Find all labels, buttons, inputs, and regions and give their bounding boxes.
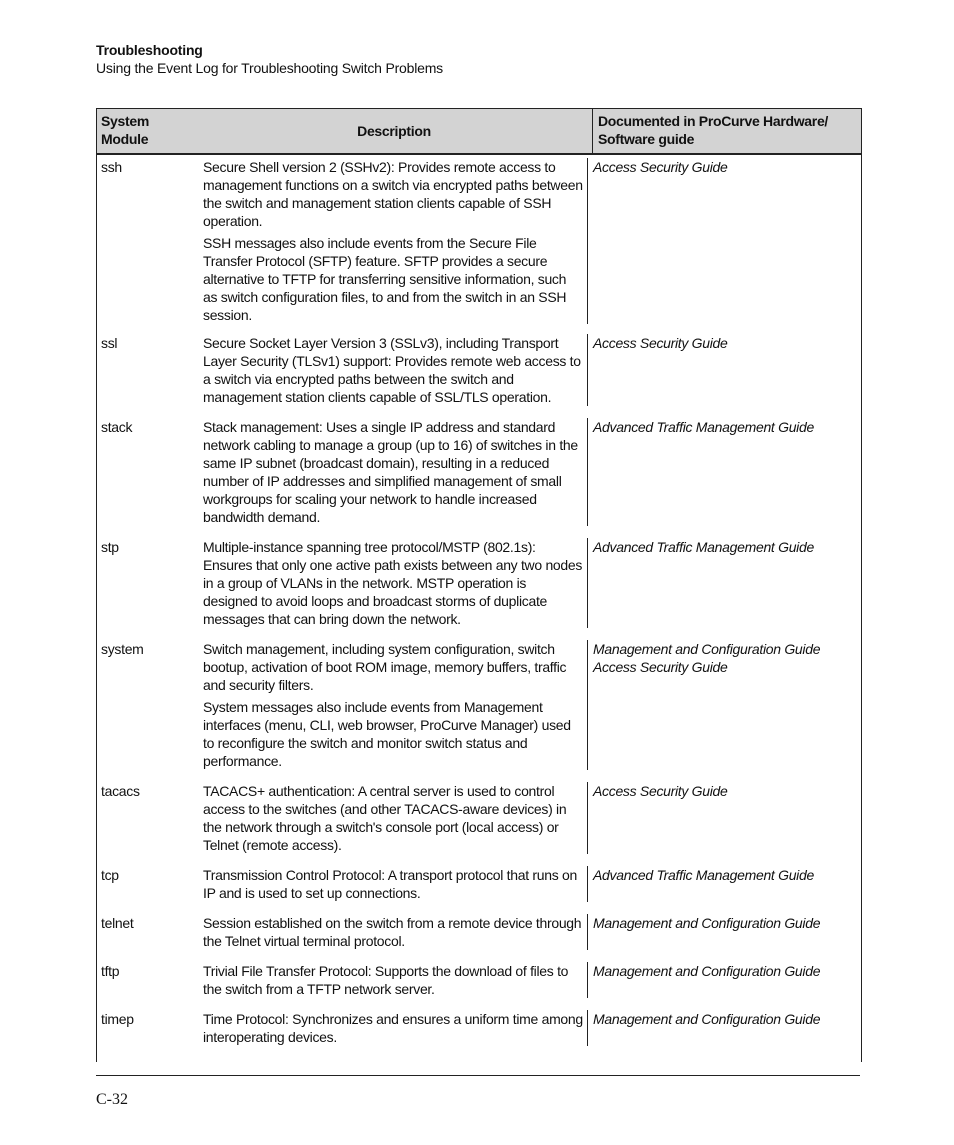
guide-title: Advanced Traffic Management Guide <box>593 539 814 555</box>
guide-reference <box>588 914 861 950</box>
guide-reference <box>588 418 861 526</box>
table-row <box>97 911 861 959</box>
module-description <box>199 334 588 406</box>
module-name: tcp <box>101 867 119 883</box>
table-header <box>97 109 861 155</box>
table-row <box>97 1007 861 1062</box>
guide-title: Management and Configuration Guide <box>593 963 821 979</box>
guide-title: Advanced Traffic Management Guide <box>593 419 814 435</box>
description-paragraph: Switch management, including system configuration, switch bootup, activation of boot ROM image, memory buffers, traffic and security filters. <box>203 641 567 693</box>
table-row <box>97 535 861 637</box>
module-description <box>199 962 588 998</box>
guide-title: Access Security Guide <box>593 159 728 175</box>
description-paragraph: Session established on the switch from a remote device through the Telnet virtual terminal protocol. <box>203 915 582 949</box>
module-description <box>199 914 588 950</box>
table-row <box>97 863 861 911</box>
module-description <box>199 866 588 902</box>
module-description <box>199 640 588 770</box>
module-name: telnet <box>101 915 134 931</box>
description-paragraph: System messages also include events from Management interfaces (menu, CLI, web browser, ProCurve Manager) used to reconfigure the switch and monitor switch status and performance. <box>203 699 571 769</box>
footer-rule <box>96 1075 860 1076</box>
guide-title: Management and Configuration Guide <box>593 1011 821 1027</box>
module-name: ssl <box>101 335 118 351</box>
guide-reference <box>588 334 861 406</box>
header-guide: Documented in ProCurve Hardware/ Software guide <box>598 113 829 147</box>
description-paragraph: SSH messages also include events from the Secure File Transfer Protocol (SFTP) feature. SFTP provides a secure alternative to TFTP for transferring sensitive information, such as switch configuration files, to and from the switch in an SSH session. <box>203 235 567 323</box>
module-description <box>199 158 588 324</box>
module-description <box>199 538 588 628</box>
guide-reference <box>588 962 861 998</box>
module-name: timep <box>101 1011 134 1027</box>
header-description: Description <box>196 109 593 153</box>
section-title: Using the Event Log for Troubleshooting Switch Problems <box>96 60 443 76</box>
guide-title: Access Security Guide <box>593 659 728 675</box>
module-description <box>199 782 588 854</box>
page-number: C-32 <box>96 1091 128 1108</box>
guide-reference <box>588 782 861 854</box>
description-paragraph: Stack management: Uses a single IP address and standard network cabling to manage a group (up to 16) of switches in the same IP subnet (broadcast domain), resulting in a reduced number of IP addresses and simplified management of small workgroups for scaling your network to handle increased bandwidth demand. <box>203 419 578 525</box>
running-header <box>96 41 443 77</box>
module-name: stp <box>101 539 119 555</box>
header-system-module: System Module <box>101 113 150 147</box>
module-description <box>199 1010 588 1046</box>
guide-reference <box>588 158 861 324</box>
description-paragraph: Secure Socket Layer Version 3 (SSLv3), including Transport Layer Security (TLSv1) support: Provides remote web access to a switch via encrypted paths between the switch and management station clients capable of SSL/TLS operation. <box>203 335 581 405</box>
description-paragraph: Time Protocol: Synchronizes and ensures a uniform time among interoperating devices. <box>203 1011 583 1045</box>
guide-title: Management and Configuration Guide <box>593 915 821 931</box>
module-name: system <box>101 641 144 657</box>
guide-title: Management and Configuration Guide <box>593 641 821 657</box>
event-log-modules-table <box>96 108 862 1062</box>
description-paragraph: Multiple-instance spanning tree protocol/MSTP (802.1s): Ensures that only one active path exists between any two nodes in a group of VLANs in the network. MSTP operation is designed to avoid loops and broadcast storms of duplicate messages that can bring down the network. <box>203 539 583 627</box>
table-row <box>97 959 861 1007</box>
guide-title: Access Security Guide <box>593 335 728 351</box>
guide-reference <box>588 538 861 628</box>
module-name: ssh <box>101 159 122 175</box>
description-paragraph: Secure Shell version 2 (SSHv2): Provides remote access to management functions on a switch via encrypted paths between the switch and management station clients capable of SSH operation. <box>203 159 583 229</box>
table-row <box>97 155 861 331</box>
table-body <box>97 155 861 1062</box>
guide-title: Access Security Guide <box>593 783 728 799</box>
description-paragraph: Transmission Control Protocol: A transport protocol that runs on IP and is used to set up connections. <box>203 867 578 901</box>
table-row <box>97 415 861 535</box>
chapter-title: Troubleshooting <box>96 42 203 58</box>
description-paragraph: TACACS+ authentication: A central server is used to control access to the switches (and other TACACS-aware devices) in the network through a switch's console port (local access) or Telnet (remote access). <box>203 783 567 853</box>
table-row <box>97 331 861 415</box>
guide-reference <box>588 866 861 902</box>
guide-title: Advanced Traffic Management Guide <box>593 867 814 883</box>
table-row <box>97 779 861 863</box>
guide-reference <box>588 640 861 770</box>
module-description <box>199 418 588 526</box>
description-paragraph: Trivial File Transfer Protocol: Supports the download of files to the switch from a TFTP network server. <box>203 963 569 997</box>
guide-reference <box>588 1010 861 1046</box>
table-row <box>97 637 861 779</box>
module-name: stack <box>101 419 133 435</box>
module-name: tftp <box>101 963 120 979</box>
module-name: tacacs <box>101 783 140 799</box>
